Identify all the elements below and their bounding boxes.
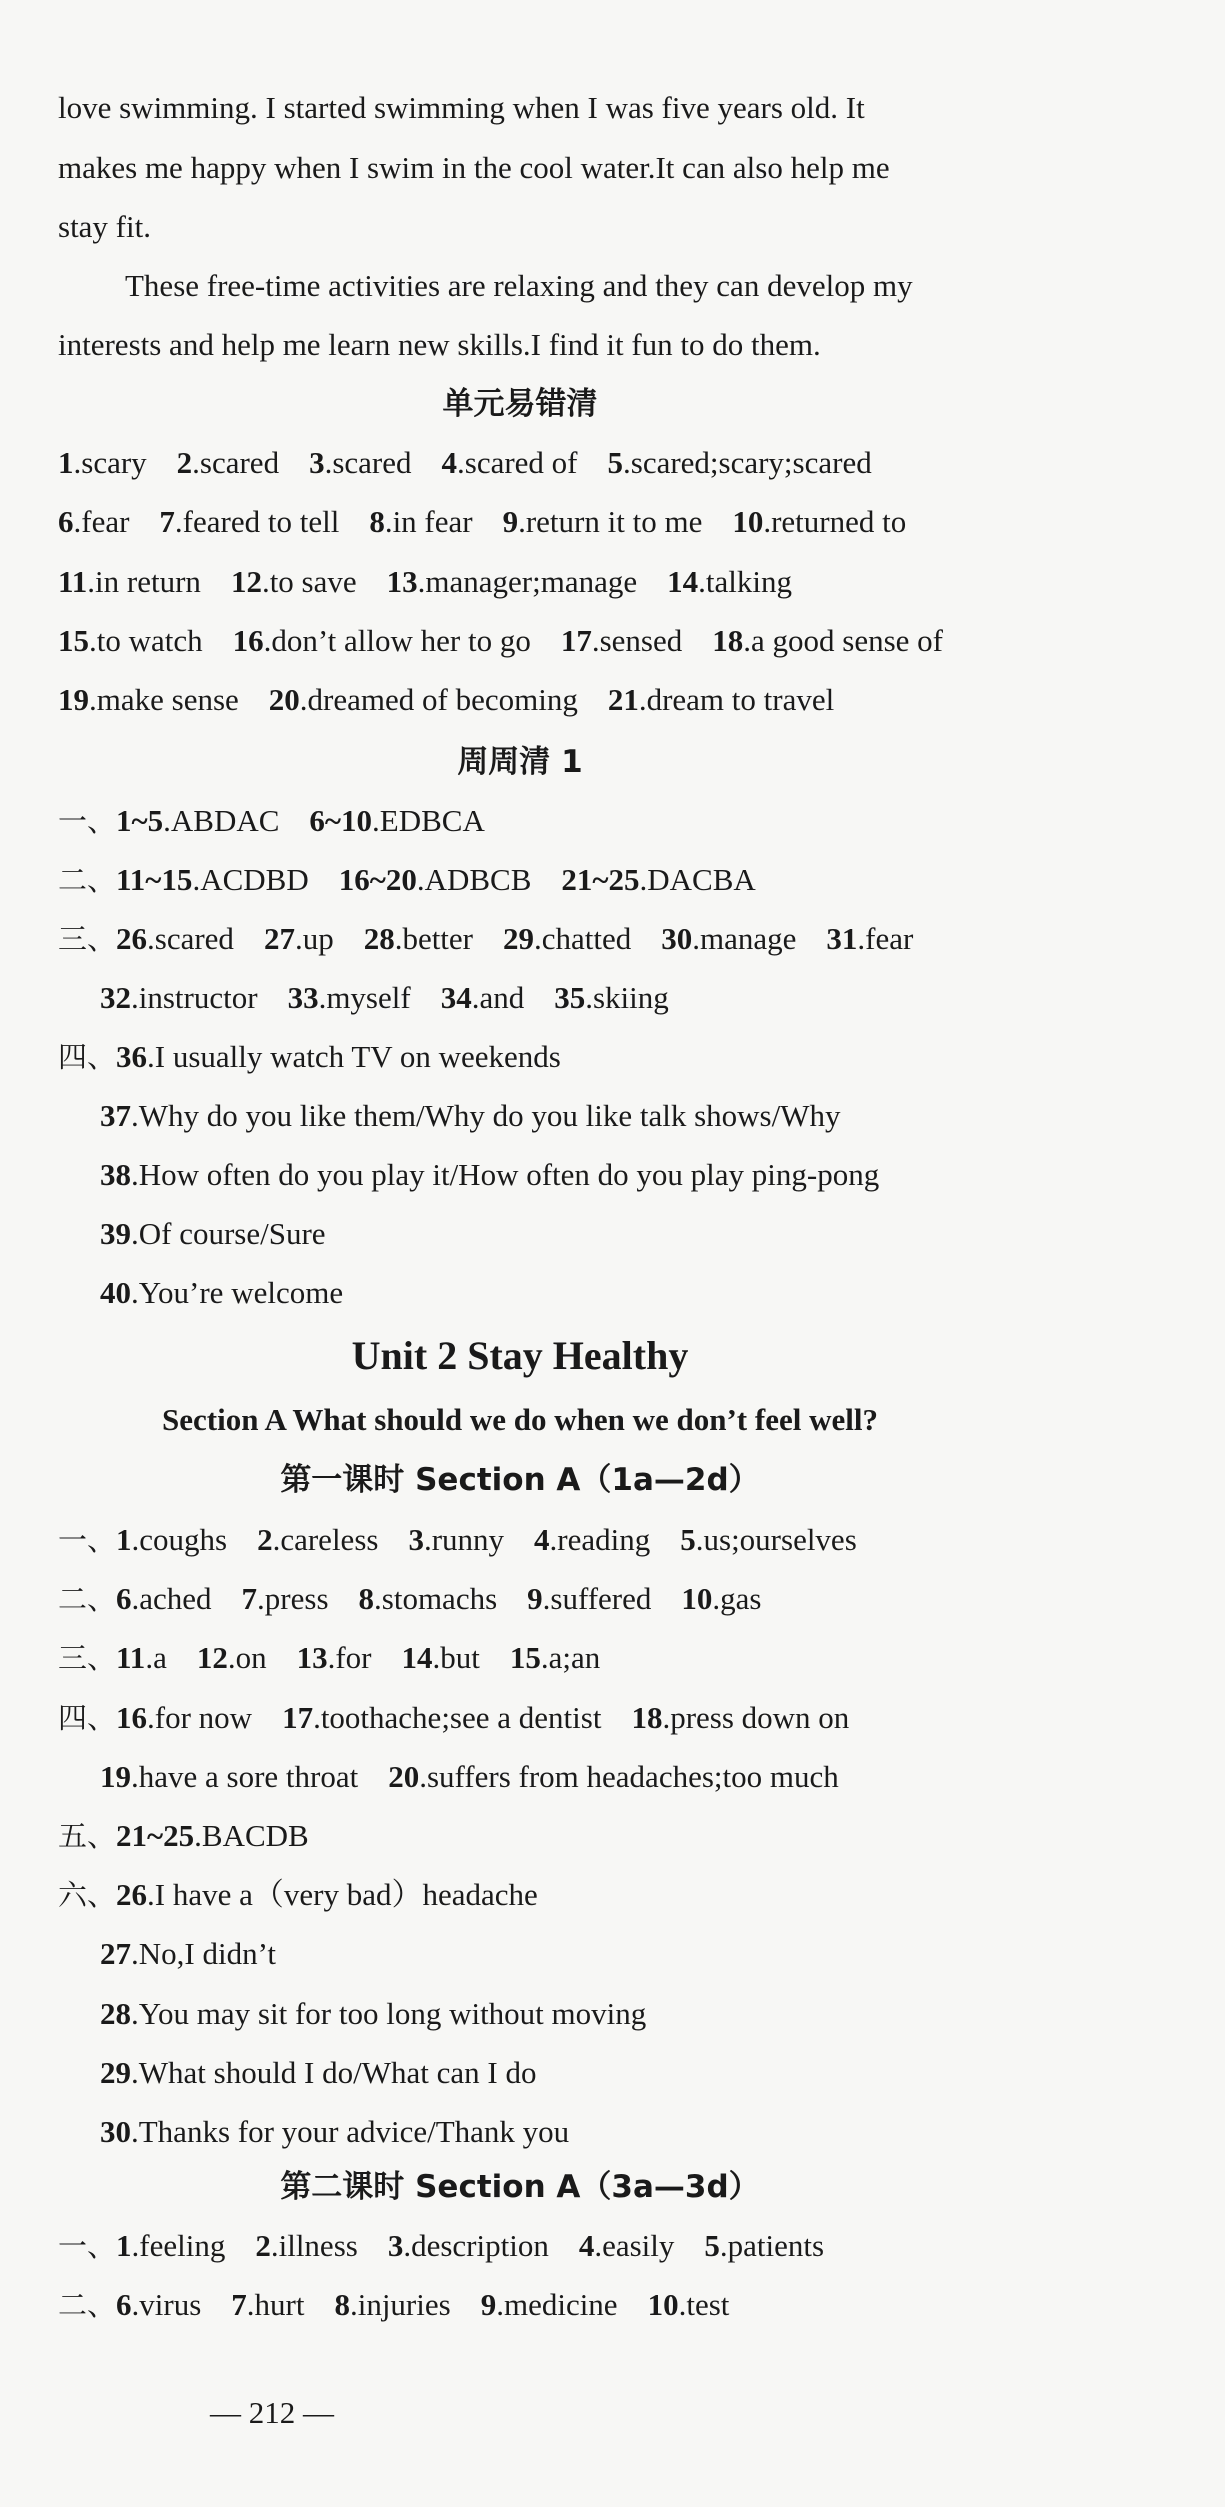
answer-item: [58, 680, 239, 720]
answer-item: [388, 1757, 839, 1797]
answer-text: .press: [257, 1581, 329, 1617]
answer-number: 15: [58, 622, 89, 658]
answer-text: .and: [471, 980, 525, 1015]
answer-text: .scared: [192, 445, 280, 480]
lesson2-title: 第二课时 Section A（3a—3d）: [280, 2169, 760, 2205]
answer-number: 10: [732, 504, 764, 540]
answer-number: 3: [309, 445, 325, 480]
answer-number: 15: [509, 1640, 541, 1676]
passage-line: These free-time activities are relaxing and they can develop my: [125, 268, 913, 303]
answer-text: .Why do you like them/Why do you like talk shows/Why: [131, 1098, 841, 1133]
answer-text: .scared: [147, 921, 234, 956]
answer-number: 6: [58, 504, 74, 540]
answer-number: 3: [387, 2228, 404, 2263]
answer-number: 6: [116, 1581, 132, 1617]
answer-text: .medicine: [496, 2287, 618, 2322]
answer-row: [100, 1096, 840, 1136]
answer-item: [442, 443, 578, 483]
answer-text: .ADBCB: [416, 862, 532, 897]
answer-item: [387, 562, 637, 602]
answer-text: .BACDB: [194, 1818, 309, 1853]
section-title-errors: 单元易错清: [442, 386, 598, 422]
answer-text: .description: [403, 2228, 549, 2263]
answer-number: 6: [116, 2287, 132, 2322]
answer-item: [608, 680, 834, 720]
answer-item: [534, 1520, 650, 1560]
answer-row: [58, 502, 906, 542]
answer-number: 39: [100, 1216, 131, 1251]
answer-number: 16: [232, 622, 264, 658]
answer-text: .a good sense of: [743, 622, 943, 658]
answer-item: [608, 443, 872, 483]
answer-text: .stomachs: [374, 1581, 498, 1617]
answer-text: .better: [394, 921, 474, 956]
answer-text: .What should I do/What can I do: [131, 2054, 537, 2090]
answer-number: 16: [116, 1699, 148, 1735]
answer-item: [282, 1698, 601, 1738]
answer-text: .test: [678, 2287, 730, 2322]
answer-text: .a;an: [540, 1640, 601, 1676]
answer-item: [648, 2285, 730, 2325]
answer-item: [100, 1214, 326, 1254]
answer-item: [242, 1579, 329, 1619]
answer-row: [58, 801, 485, 841]
answer-number: 38: [100, 1157, 131, 1192]
question-group-number: 三、: [58, 922, 117, 956]
answer-number: 40: [100, 1275, 131, 1310]
answer-item: [712, 621, 943, 661]
answer-text: .Thanks for your advice/Thank you: [131, 2114, 570, 2149]
answer-text: .easily: [594, 2228, 675, 2263]
passage-line: interests and help me learn new skills.I find it fun to do them.: [58, 327, 821, 362]
answer-item: [177, 443, 279, 483]
question-group-number: 一、: [58, 1523, 117, 1557]
answer-item: [100, 1757, 358, 1797]
answer-text: .feeling: [131, 2228, 226, 2263]
answer-item: [288, 978, 411, 1018]
answer-row: [58, 621, 943, 661]
answer-text: .I usually watch TV on weekends: [147, 1039, 561, 1074]
answer-text: .hurt: [246, 2287, 305, 2322]
answer-text: .ACDBD: [192, 862, 309, 897]
answer-item: [116, 801, 279, 841]
answer-number: 27: [100, 1936, 131, 1972]
answer-text: .us;ourselves: [695, 1522, 857, 1557]
answer-number: 32: [100, 980, 131, 1015]
answer-item: [680, 1520, 857, 1560]
answer-text: .You’re welcome: [131, 1275, 344, 1310]
answer-number: 37: [100, 1098, 131, 1133]
answer-item: [826, 919, 913, 959]
answer-text: .chatted: [534, 921, 632, 956]
answer-text: .but: [432, 1640, 480, 1676]
answer-item: [100, 1096, 840, 1136]
question-group-number: 一、: [58, 804, 117, 838]
answer-text: .virus: [131, 2287, 202, 2322]
section-title-weekly: 周周清 1: [457, 744, 583, 780]
answer-row: [58, 860, 756, 900]
answer-text: .gas: [712, 1581, 762, 1617]
answer-row: [58, 2226, 824, 2266]
answer-row: [100, 978, 669, 1018]
answer-number: 13: [386, 563, 418, 599]
answer-text: .illness: [270, 2228, 358, 2263]
answer-row: [58, 1638, 600, 1678]
answer-row: [58, 1520, 857, 1560]
answer-row: [58, 562, 792, 602]
answer-item: [369, 502, 472, 542]
answer-item: [269, 680, 578, 720]
answer-number: 10: [681, 1581, 713, 1617]
answer-item: [58, 443, 147, 483]
answer-item: [309, 801, 484, 841]
answer-number: 1: [58, 445, 74, 480]
answer-row: [58, 1875, 538, 1915]
answer-text: .toothache;see a dentist: [313, 1699, 602, 1735]
answer-item: [58, 502, 129, 542]
answer-number: 5: [704, 2228, 720, 2263]
answer-text: .EDBCA: [372, 803, 485, 838]
answer-item: [481, 2285, 618, 2325]
answer-number: 21: [607, 682, 639, 718]
answer-text: .dream to travel: [638, 682, 835, 718]
answer-number: 8: [334, 2287, 350, 2322]
answer-text: .press down on: [662, 1699, 850, 1735]
answer-number: 8: [369, 504, 385, 540]
answer-item: [503, 919, 631, 959]
answer-number: 4: [441, 445, 457, 480]
answer-text: .You may sit for too long without moving: [131, 1995, 647, 2031]
question-group-number: 二、: [58, 1582, 117, 1617]
question-group-number: 二、: [58, 863, 117, 897]
answer-number: 29: [100, 2054, 131, 2090]
answer-item: [510, 1638, 600, 1678]
answer-number: 5: [607, 445, 623, 480]
answer-item: [116, 1037, 561, 1077]
answer-text: .scared;scary;scared: [623, 445, 872, 480]
answer-number: 9: [480, 2287, 497, 2322]
answer-text: .don’t allow her to go: [263, 622, 531, 658]
answer-text: .No,I didn’t: [131, 1936, 276, 1972]
section-a-title: Section A What should we do when we don’t feel well?: [162, 1402, 878, 1437]
question-group-number: 四、: [58, 1040, 117, 1074]
answer-number: 20: [388, 1758, 420, 1794]
answer-text: .instructor: [131, 980, 258, 1015]
answer-text: .fear: [857, 921, 914, 956]
answer-item: [100, 978, 258, 1018]
answer-item: [554, 978, 669, 1018]
answer-item: [116, 1698, 252, 1738]
answer-item: [631, 1698, 849, 1738]
answer-number: 7: [159, 504, 175, 540]
answer-row: [58, 680, 834, 720]
answer-text: .ABDAC: [163, 803, 280, 838]
answer-number: 14: [401, 1640, 433, 1676]
answer-number: 3: [408, 1522, 424, 1557]
answer-number: 4: [578, 2228, 595, 2263]
answer-number: 27: [263, 921, 295, 956]
answer-number: 13: [296, 1640, 328, 1676]
answer-item: [116, 2226, 225, 2266]
answer-number: 29: [503, 921, 535, 956]
answer-text: .careless: [272, 1522, 379, 1557]
question-group-number: 四、: [58, 1700, 117, 1735]
answer-item: [297, 1638, 372, 1678]
answer-item: [100, 2112, 569, 2152]
answer-row: [100, 1934, 276, 1974]
answer-text: .make sense: [89, 682, 239, 718]
answer-item: [197, 1638, 267, 1678]
answer-item: [100, 2053, 536, 2093]
answer-item: [388, 2226, 549, 2266]
answer-row: [58, 919, 913, 959]
answer-number: 30: [661, 921, 693, 956]
answer-text: .in fear: [384, 504, 473, 540]
answer-number: 11: [58, 563, 88, 599]
answer-item: [100, 1934, 276, 1974]
answer-text: .a: [145, 1640, 167, 1676]
answer-number: 18: [712, 622, 744, 658]
answer-text: .have a sore throat: [131, 1758, 359, 1794]
answer-item: [159, 502, 339, 542]
answer-item: [116, 1579, 212, 1619]
answer-number: 12: [230, 563, 262, 599]
answer-item: [116, 1875, 538, 1915]
answer-number: 36: [116, 1039, 148, 1074]
answer-item: [58, 562, 201, 602]
answer-text: .feared to tell: [174, 504, 340, 540]
answer-number: 33: [287, 980, 319, 1015]
answer-number: 31: [826, 921, 858, 956]
answer-number: 17: [282, 1699, 314, 1735]
answer-number: 4: [534, 1522, 550, 1557]
answer-item: [503, 502, 703, 542]
answer-text: .How often do you play it/How often do you play ping-pong: [131, 1157, 880, 1192]
unit-title: Unit 2 Stay Healthy: [351, 1333, 689, 1378]
answer-text: .suffered: [542, 1581, 652, 1617]
answer-number: 5: [680, 1522, 696, 1557]
answer-item: [264, 919, 334, 959]
answer-number: 11: [116, 1640, 146, 1676]
answer-item: [233, 621, 531, 661]
answer-text: .DACBA: [639, 862, 756, 897]
answer-number: 2: [257, 1522, 273, 1557]
answer-text: .Of course/Sure: [131, 1216, 326, 1251]
answer-number: 18: [631, 1699, 663, 1735]
answer-text: .to watch: [89, 622, 203, 658]
answer-number: 10: [647, 2287, 679, 2322]
answer-text: .fear: [73, 504, 130, 540]
page-number: — 212 —: [210, 2395, 334, 2430]
answer-item: [100, 1155, 879, 1195]
answer-text: .scared of: [457, 445, 578, 480]
answer-item: [732, 502, 906, 542]
answer-text: .talking: [698, 563, 792, 599]
answer-number: 8: [358, 1581, 375, 1617]
answer-number: 11~15: [116, 862, 193, 897]
question-group-number: 六、: [58, 1878, 117, 1913]
answer-row: [100, 1155, 879, 1195]
answer-row: [100, 1273, 343, 1313]
answer-text: .ached: [131, 1581, 212, 1617]
answer-item: [334, 2285, 450, 2325]
answer-text: .runny: [423, 1522, 505, 1557]
answer-number: 14: [667, 563, 699, 599]
answer-text: .coughs: [131, 1522, 228, 1557]
answer-number: 34: [440, 980, 472, 1015]
answer-item: [116, 1816, 309, 1856]
answer-row: [58, 1698, 849, 1738]
answer-number: 6~10: [309, 803, 373, 838]
answer-number: 21~25: [116, 1818, 195, 1853]
lesson1-title: 第一课时 Section A（1a—2d）: [280, 1462, 760, 1498]
answer-item: [58, 621, 203, 661]
answer-number: 9: [527, 1581, 543, 1617]
answer-item: [441, 978, 525, 1018]
answer-item: [231, 562, 357, 602]
answer-item: [561, 621, 682, 661]
answer-item: [116, 860, 309, 900]
answer-row: [58, 2285, 729, 2325]
answer-number: 28: [100, 1995, 131, 2031]
answer-text: .I have a（very bad）headache: [147, 1877, 538, 1913]
passage-line: makes me happy when I swim in the cool water.It can also help me: [58, 150, 890, 185]
answer-number: 9: [502, 504, 519, 540]
answer-number: 1: [116, 1522, 132, 1557]
answer-number: 7: [231, 2287, 247, 2322]
answer-text: .suffers from headaches;too much: [419, 1758, 839, 1794]
answer-text: .patients: [719, 2228, 825, 2263]
answer-row: [58, 1037, 561, 1077]
answer-row: [100, 1214, 326, 1254]
answer-item: [116, 919, 234, 959]
answer-item: [408, 1520, 504, 1560]
answer-text: .on: [227, 1640, 267, 1676]
answer-item: [231, 2285, 304, 2325]
answer-number: 7: [241, 1581, 258, 1617]
answer-item: [255, 2226, 357, 2266]
answer-text: .injuries: [349, 2287, 451, 2322]
passage-line: love swimming. I started swimming when I was five years old. It: [58, 90, 865, 125]
passage-line: stay fit.: [58, 209, 151, 244]
answer-row: [100, 2112, 569, 2152]
answer-text: .for: [327, 1640, 372, 1676]
answer-text: .sensed: [591, 622, 683, 658]
answer-number: 21~25: [561, 862, 640, 897]
answer-number: 19: [58, 682, 89, 718]
answer-item: [309, 443, 411, 483]
answer-number: 35: [554, 980, 586, 1015]
answer-text: .myself: [318, 980, 411, 1015]
answer-item: [527, 1579, 651, 1619]
answer-row: [58, 1579, 761, 1619]
answer-item: [100, 1273, 343, 1313]
answer-item: [401, 1638, 479, 1678]
answer-number: 16~20: [338, 862, 417, 897]
question-group-number: 二、: [58, 2288, 117, 2322]
answer-number: 20: [268, 682, 300, 718]
answer-number: 26: [116, 1877, 148, 1913]
answer-item: [359, 1579, 498, 1619]
answer-item: [116, 1520, 227, 1560]
question-group-number: 三、: [58, 1641, 117, 1676]
answer-row: [100, 1757, 839, 1797]
answer-text: .dreamed of becoming: [299, 682, 578, 718]
answer-number: 1~5: [116, 803, 164, 838]
answer-number: 19: [100, 1758, 131, 1794]
answer-item: [257, 1520, 378, 1560]
answer-number: 17: [560, 622, 592, 658]
answer-item: [704, 2226, 824, 2266]
answer-item: [339, 860, 532, 900]
answer-text: .manager;manage: [417, 563, 638, 599]
answer-text: .to save: [261, 563, 357, 599]
answer-text: .manage: [692, 921, 797, 956]
answer-row: [100, 2053, 536, 2093]
answer-item: [681, 1579, 761, 1619]
answer-row: [100, 1994, 646, 2034]
answer-item: [116, 2285, 201, 2325]
answer-text: .scared: [324, 445, 412, 480]
answer-item: [579, 2226, 675, 2266]
answer-text: .return it to me: [518, 504, 703, 540]
answer-item: [561, 860, 755, 900]
answer-text: .up: [294, 921, 334, 956]
answer-text: .returned to: [763, 504, 907, 540]
answer-text: .scary: [73, 445, 147, 480]
answer-item: [661, 919, 796, 959]
answer-number: 28: [363, 921, 395, 956]
answer-number: 1: [116, 2228, 132, 2263]
answer-row: [58, 443, 872, 483]
answer-number: 2: [255, 2228, 271, 2263]
answer-item: [667, 562, 792, 602]
answer-item: [100, 1994, 646, 2034]
answer-number: 26: [116, 921, 148, 956]
answer-item: [116, 1638, 167, 1678]
answer-item: [364, 919, 473, 959]
answer-text: .for now: [147, 1699, 253, 1735]
answer-text: .reading: [549, 1522, 651, 1557]
answer-number: 30: [100, 2114, 131, 2149]
answer-text: .in return: [87, 563, 201, 599]
question-group-number: 一、: [58, 2229, 117, 2263]
answer-row: [58, 1816, 309, 1856]
answer-number: 12: [196, 1640, 228, 1676]
answer-number: 2: [176, 445, 193, 480]
answer-text: .skiing: [585, 980, 669, 1015]
question-group-number: 五、: [58, 1819, 117, 1853]
